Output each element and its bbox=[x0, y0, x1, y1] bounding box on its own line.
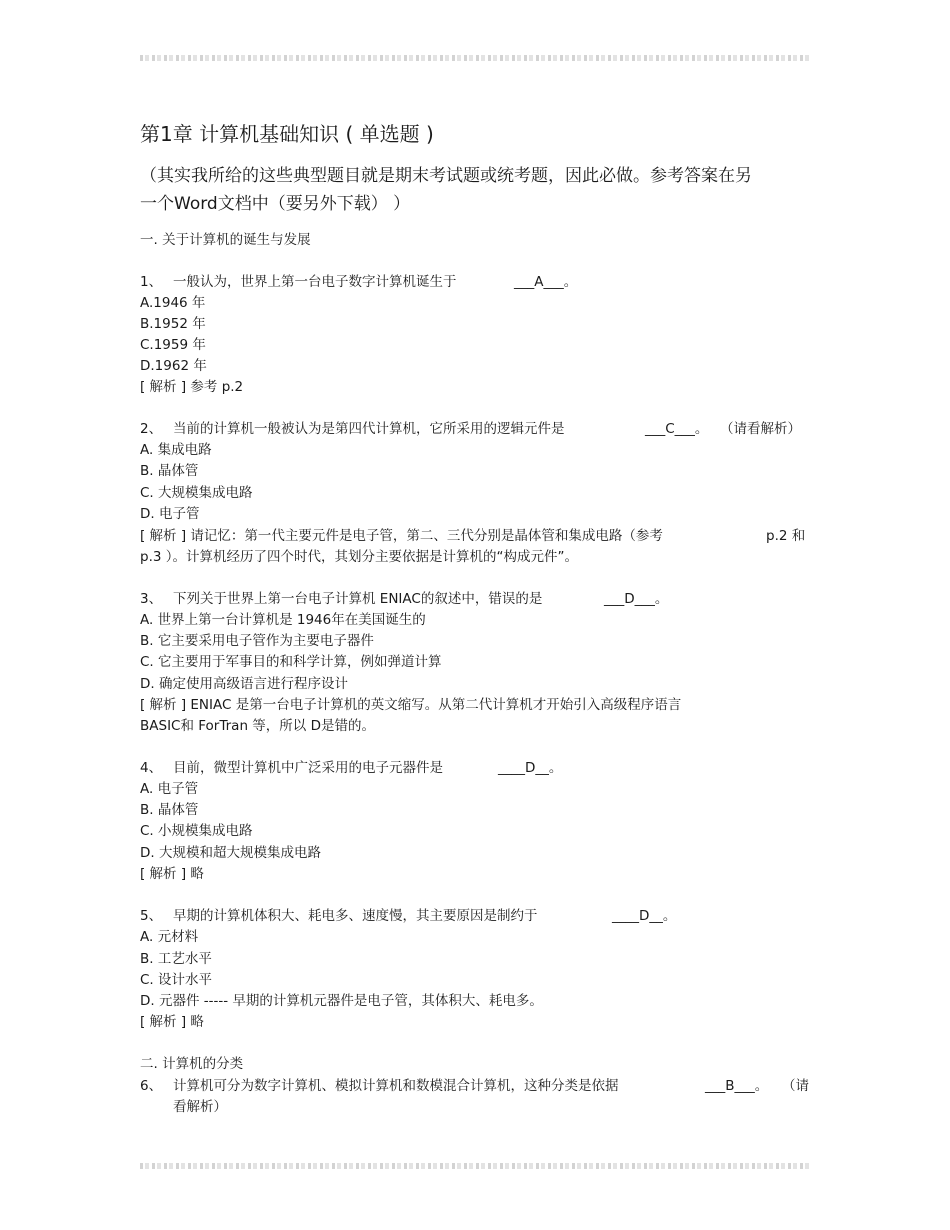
analysis: p.3 ）。计算机经历了四个时代，其划分主要依据是计算机的“构成元件”。 bbox=[140, 549, 578, 565]
question-note: （请看解析） bbox=[720, 421, 801, 437]
analysis: p.2 和 bbox=[766, 528, 806, 544]
answer-blank: ____D__。 bbox=[498, 760, 563, 776]
answer-blank: ___D___。 bbox=[604, 591, 669, 607]
option: A.1946 年 bbox=[140, 295, 206, 311]
option: C. 小规模集成电路 bbox=[140, 823, 253, 839]
option: A. 世界上第一台计算机是 1946年在美国诞生的 bbox=[140, 612, 426, 628]
question-number: 2、 bbox=[140, 421, 163, 437]
question-note: （请 bbox=[782, 1078, 809, 1094]
question-number: 4、 bbox=[140, 760, 163, 776]
analysis: [ 解析 ] 略 bbox=[140, 866, 204, 882]
question-text: 目前，微型计算机中广泛采用的电子元器件是 bbox=[173, 760, 443, 776]
answer-blank: ____D__。 bbox=[612, 908, 677, 924]
option: C. 大规模集成电路 bbox=[140, 485, 253, 501]
option: D. 电子管 bbox=[140, 506, 200, 522]
question-number: 6、 bbox=[140, 1078, 163, 1094]
option: A. 集成电路 bbox=[140, 442, 212, 458]
option: D. 元器件 ----- 早期的计算机元器件是电子管，其体积大、耗电多。 bbox=[140, 993, 543, 1009]
question-text: 早期的计算机体积大、耗电多、速度慢，其主要原因是制约于 bbox=[173, 908, 538, 924]
option: D. 大规模和超大规模集成电路 bbox=[140, 845, 321, 861]
option: A. 电子管 bbox=[140, 781, 199, 797]
question-text: 一般认为，世界上第一台电子数字计算机诞生于 bbox=[173, 274, 457, 290]
option: D. 确定使用高级语言进行程序设计 bbox=[140, 676, 348, 692]
answer-blank: ___B___。 bbox=[705, 1078, 769, 1094]
analysis: [ 解析 ] 请记忆：第一代主要元件是电子管，第二、三代分别是晶体管和集成电路（参考 bbox=[140, 528, 663, 544]
question-text: 当前的计算机一般被认为是第四代计算机，它所采用的逻辑元件是 bbox=[173, 421, 565, 437]
answer-blank: ___A___。 bbox=[514, 274, 578, 290]
question-number: 1、 bbox=[140, 274, 163, 290]
analysis: [ 解析 ] 略 bbox=[140, 1014, 204, 1030]
header-scan-noise bbox=[140, 55, 810, 61]
question-text: 下列关于世界上第一台电子计算机 ENIAC的叙述中，错误的是 bbox=[173, 591, 543, 607]
intro-line: （其实我所给的这些典型题目就是期末考试题或统考题，因此必做。参考答案在另 bbox=[140, 166, 752, 186]
intro-paragraph bbox=[140, 162, 812, 218]
page-title: 第1章 计算机基础知识 ( 单选题 ) bbox=[140, 122, 434, 146]
section-heading: 二. 计算机的分类 bbox=[140, 1056, 244, 1072]
intro-line: 一个Word文档中（要另外下载） ） bbox=[140, 194, 411, 214]
option: B. 它主要采用电子管作为主要电子器件 bbox=[140, 633, 374, 649]
option: C. 设计水平 bbox=[140, 972, 213, 988]
option: D.1962 年 bbox=[140, 358, 207, 374]
footer-scan-noise bbox=[140, 1163, 810, 1169]
option: B. 晶体管 bbox=[140, 463, 199, 479]
option: B.1952 年 bbox=[140, 316, 206, 332]
analysis: [ 解析 ] 参考 p.2 bbox=[140, 379, 244, 395]
question-continuation: 看解析） bbox=[173, 1099, 227, 1115]
option: C. 它主要用于军事目的和科学计算，例如弹道计算 bbox=[140, 654, 442, 670]
answer-blank: ___C___。 bbox=[645, 421, 709, 437]
section-heading: 一. 关于计算机的诞生与发展 bbox=[140, 232, 311, 248]
option: B. 工艺水平 bbox=[140, 951, 212, 967]
question-text: 计算机可分为数字计算机、模拟计算机和数模混合计算机，这种分类是依据 bbox=[173, 1078, 619, 1094]
option: B. 晶体管 bbox=[140, 802, 199, 818]
option: A. 元材料 bbox=[140, 929, 199, 945]
option: C.1959 年 bbox=[140, 337, 206, 353]
analysis: BASIC和 ForTran 等，所以 D是错的。 bbox=[140, 718, 375, 734]
analysis: [ 解析 ] ENIAC 是第一台电子计算机的英文缩写。从第二代计算机才开始引入高级程序语言 bbox=[140, 697, 682, 713]
question-number: 5、 bbox=[140, 908, 163, 924]
question-number: 3、 bbox=[140, 591, 163, 607]
